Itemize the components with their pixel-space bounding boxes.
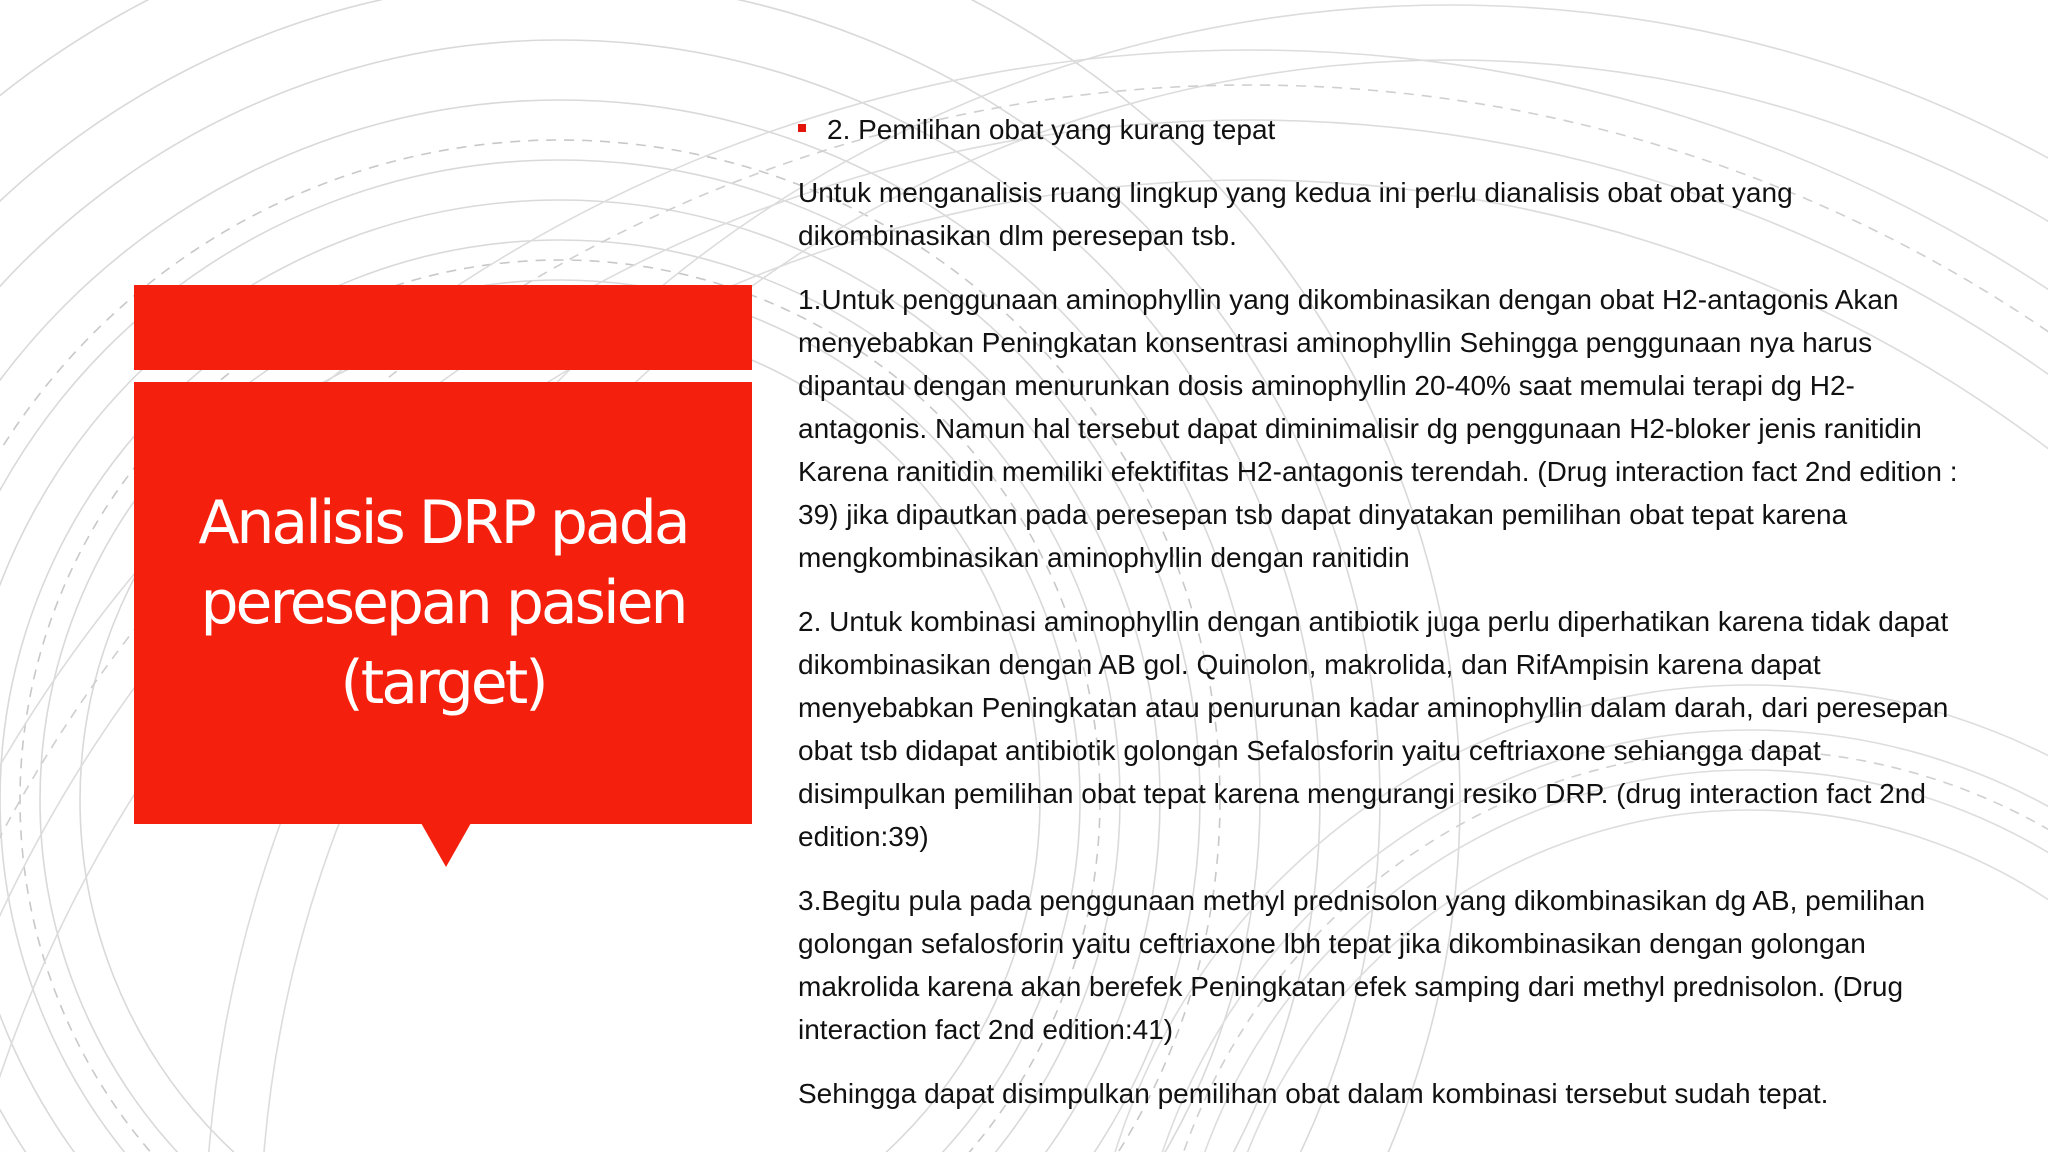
paragraph-line: menyebabkan Peningkatan atau penurunan kadar aminophyllin dalam darah, dari peresepan — [798, 692, 1949, 723]
slide-title — [163, 483, 723, 723]
conclusion-paragraph — [798, 1072, 2040, 1115]
paragraph-line: 3.Begitu pula pada penggunaan methyl prednisolon yang dikombinasikan dg AB, pemilihan — [798, 885, 1926, 916]
title-accent-strip — [134, 285, 752, 370]
paragraph-line: edition:39) — [798, 821, 929, 852]
slide-title-line: (target) — [340, 648, 546, 718]
slide-content — [798, 108, 2040, 1136]
paragraph-line: Karena ranitidin memiliki efektifitas H2-antagonis terendah. (Drug interaction fact 2nd edition : — [798, 456, 1958, 487]
intro-paragraph — [798, 171, 2040, 257]
paragraph-line: makrolida karena akan berefek Peningkatan efek samping dari methyl prednisolon. (Drug — [798, 971, 1904, 1002]
paragraph-line: golongan sefalosforin yaitu ceftriaxone lbh tepat jika dikombinasikan dengan golongan — [798, 928, 1866, 959]
slide-title-line: Analisis DRP pada — [198, 488, 688, 558]
paragraph-line: menyebabkan Peningkatan konsentrasi aminophyllin Sehingga penggunaan nya harus — [798, 327, 1873, 358]
square-bullet-icon — [798, 124, 806, 132]
paragraph-line: Untuk menganalisis ruang lingkup yang kedua ini perlu dianalisis obat obat yang — [798, 177, 1793, 208]
bullet-item — [798, 108, 2040, 151]
point-3-paragraph — [798, 879, 2040, 1051]
paragraph-line: Sehingga dapat disimpulkan pemilihan obat dalam kombinasi tersebut sudah tepat. — [798, 1078, 1829, 1109]
point-2-paragraph — [798, 600, 2040, 858]
paragraph-line: dipantau dengan menurunkan dosis aminophyllin 20-40% saat memulai terapi dg H2- — [798, 370, 1855, 401]
point-1-paragraph — [798, 278, 2040, 579]
paragraph-line: 1.Untuk penggunaan aminophyllin yang dikombinasikan dengan obat H2-antagonis Akan — [798, 284, 1899, 315]
paragraph-line: 2. Untuk kombinasi aminophyllin dengan antibiotik juga perlu diperhatikan karena tidak dapat — [798, 606, 1949, 637]
paragraph-line: 39) jika dipautkan pada peresepan tsb dapat dinyatakan pemilihan obat tepat karena — [798, 499, 1848, 530]
paragraph-line: interaction fact 2nd edition:41) — [798, 1014, 1174, 1045]
title-box — [134, 382, 752, 824]
callout-pointer — [421, 823, 471, 867]
bullet-text: 2. Pemilihan obat yang kurang tepat — [827, 114, 1276, 145]
slide-title-line: peresepan pasien — [200, 568, 686, 638]
paragraph-line: antagonis. Namun hal tersebut dapat diminimalisir dg penggunaan H2-bloker jenis ranitidin — [798, 413, 1922, 444]
paragraph-line: disimpulkan pemilihan obat tepat karena mengurangi resiko DRP. (drug interaction fact 2nd — [798, 778, 1926, 809]
paragraph-line: mengkombinasikan aminophyllin dengan ranitidin — [798, 542, 1410, 573]
paragraph-line: dikombinasikan dengan AB gol. Quinolon, makrolida, dan RifAmpisin karena dapat — [798, 649, 1821, 680]
paragraph-line: dikombinasikan dlm peresepan tsb. — [798, 220, 1237, 251]
paragraph-line: obat tsb didapat antibiotik golongan Sefalosforin yaitu ceftriaxone sehiangga dapat — [798, 735, 1821, 766]
